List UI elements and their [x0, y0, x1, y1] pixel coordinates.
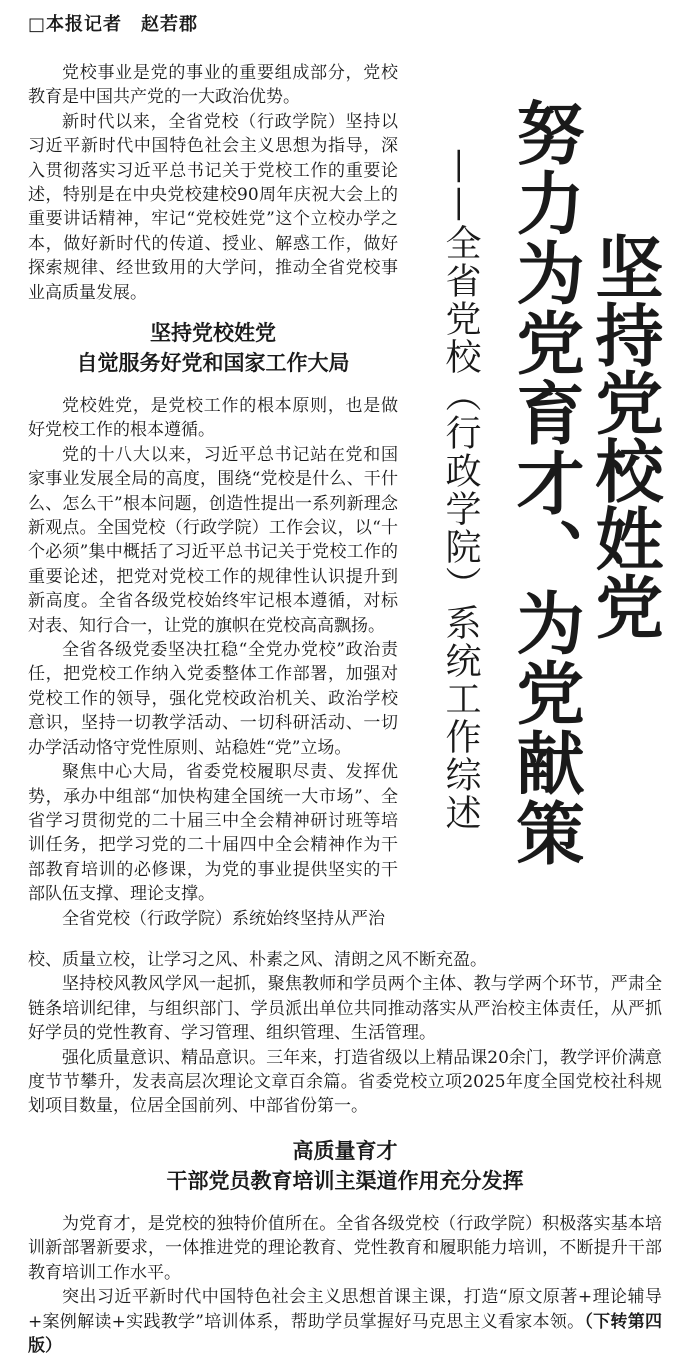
byline: □本报记者 赵若郡	[28, 14, 199, 35]
section2-heading	[28, 1136, 662, 1196]
headline-subtitle: ——全省党校（行政学院）系统工作综述	[440, 148, 481, 832]
section1-heading	[28, 318, 398, 378]
section2-body	[28, 1212, 662, 1358]
intro-paragraph: 新时代以来，全省党校（行政学院）坚持以习近平新时代中国特色社会主义思想为指导，深入贯彻落实习近平总书记关于党校工作的重要论述，特别是在中央党校建校90周年庆祝大会上的重要讲话精神，牢记“党校姓党”这个立校办学之本，做好新时代的传道、授业、解惑工作，做好探索规律、经世致用的大学问，推动全省党校事业高质量发展。	[28, 111, 398, 303]
headline-main: 坚持党校姓党	[584, 232, 663, 640]
intro-block	[28, 61, 398, 305]
article-paragraph-continued: 校、质量立校，让学习之风、朴素之风、清朗之风不断充盈。	[28, 950, 487, 970]
article-paragraph: 坚持校风教风学风一起抓，聚焦教师和学员两个主体、教与学两个环节，严肃全链条培训纪律，与组织部门、学员派出单位共同推动落实从严治校主体责任，从严抓好学员的党性教育、学习管理、组织管理、生活管理。	[28, 974, 662, 1044]
article-paragraph: 党的十八大以来，习近平总书记站在党和国家事业发展全局的高度，围绕“党校是什么、干什么、怎么干”根本问题，创造性提出一系列新理念新观点。全国党校（行政学院）工作会议，以“十个必须”集中概括了习近平总书记关于党校工作的重要论述，把党对党校工作的规律性认识提升到新高度。全省各级党校始终牢记根本遵循，对标对表、知行合一，让党的旗帜在党校高高飘扬。	[28, 444, 398, 636]
section2-heading-line2: 干部党员教育培训主渠道作用充分发挥	[166, 1169, 524, 1193]
continuation-note: （下转第四版）	[28, 1311, 662, 1357]
section2-heading-line1: 高质量育才	[292, 1139, 398, 1163]
article-paragraph-start: 全省党校（行政学院）系统始终坚持从严治	[62, 908, 385, 929]
section1-heading-line1: 坚持党校姓党	[150, 321, 276, 345]
article-paragraph	[28, 1285, 662, 1358]
section1-wide-body	[28, 948, 662, 1119]
article-paragraph: 为党育才，是党校的独特价值所在。全省各级党校（行政学院）积极落实基本培训新部署新要求，一体推进党的理论教育、党性教育和履职能力培训，不断提升干部教育培训工作水平。	[28, 1214, 662, 1283]
article-paragraph: 聚焦中心大局，省委党校履职尽责、发挥优势，承办中组部“加快构建全国统一大市场”、全省学习贯彻党的二十届三中全会精神研讨班等培训任务，把学习党的二十届四中全会精神作为干部教育培训的必修课，为党的事业提供坚实的干部队伍支撑、理论支撑。	[28, 762, 398, 905]
headline-second-line: 努力为党育才、为党献策	[505, 98, 584, 868]
article-paragraph: 全省各级党委坚决扛稳“全党办党校”政治责任，把党校工作纳入党委整体工作部署，加强对党校工作的领导，强化党校政治机关、政治学校意识，坚持一切教学活动、一切科研活动、一切办学活动恪守党性原则、站稳姓“党”立场。	[28, 640, 398, 758]
article-paragraph: 强化质量意识、精品意识。三年来，打造省级以上精品课20余门，教学评价满意度节节攀升，发表高层次理论文章百余篇。省委党校立项2025年度全国党校社科规划项目数量，位居全国前列、中部省份第一。	[28, 1047, 662, 1117]
section1-heading-line2: 自觉服务好党和国家工作大局	[76, 351, 350, 375]
section1-body	[28, 394, 398, 931]
article-paragraph: 党校姓党，是党校工作的根本原则，也是做好党校工作的根本遵循。	[28, 396, 398, 441]
intro-paragraph: 党校事业是党的事业的重要组成部分，党校教育是中国共产党的一大政治优势。	[28, 63, 398, 108]
article-paragraph-text: 突出习近平新时代中国特色社会主义思想首课主课，打造“原文原著+理论辅导+案例解读+实践教学”培训体系，帮助学员掌握好马克思主义看家本领。	[28, 1287, 662, 1332]
